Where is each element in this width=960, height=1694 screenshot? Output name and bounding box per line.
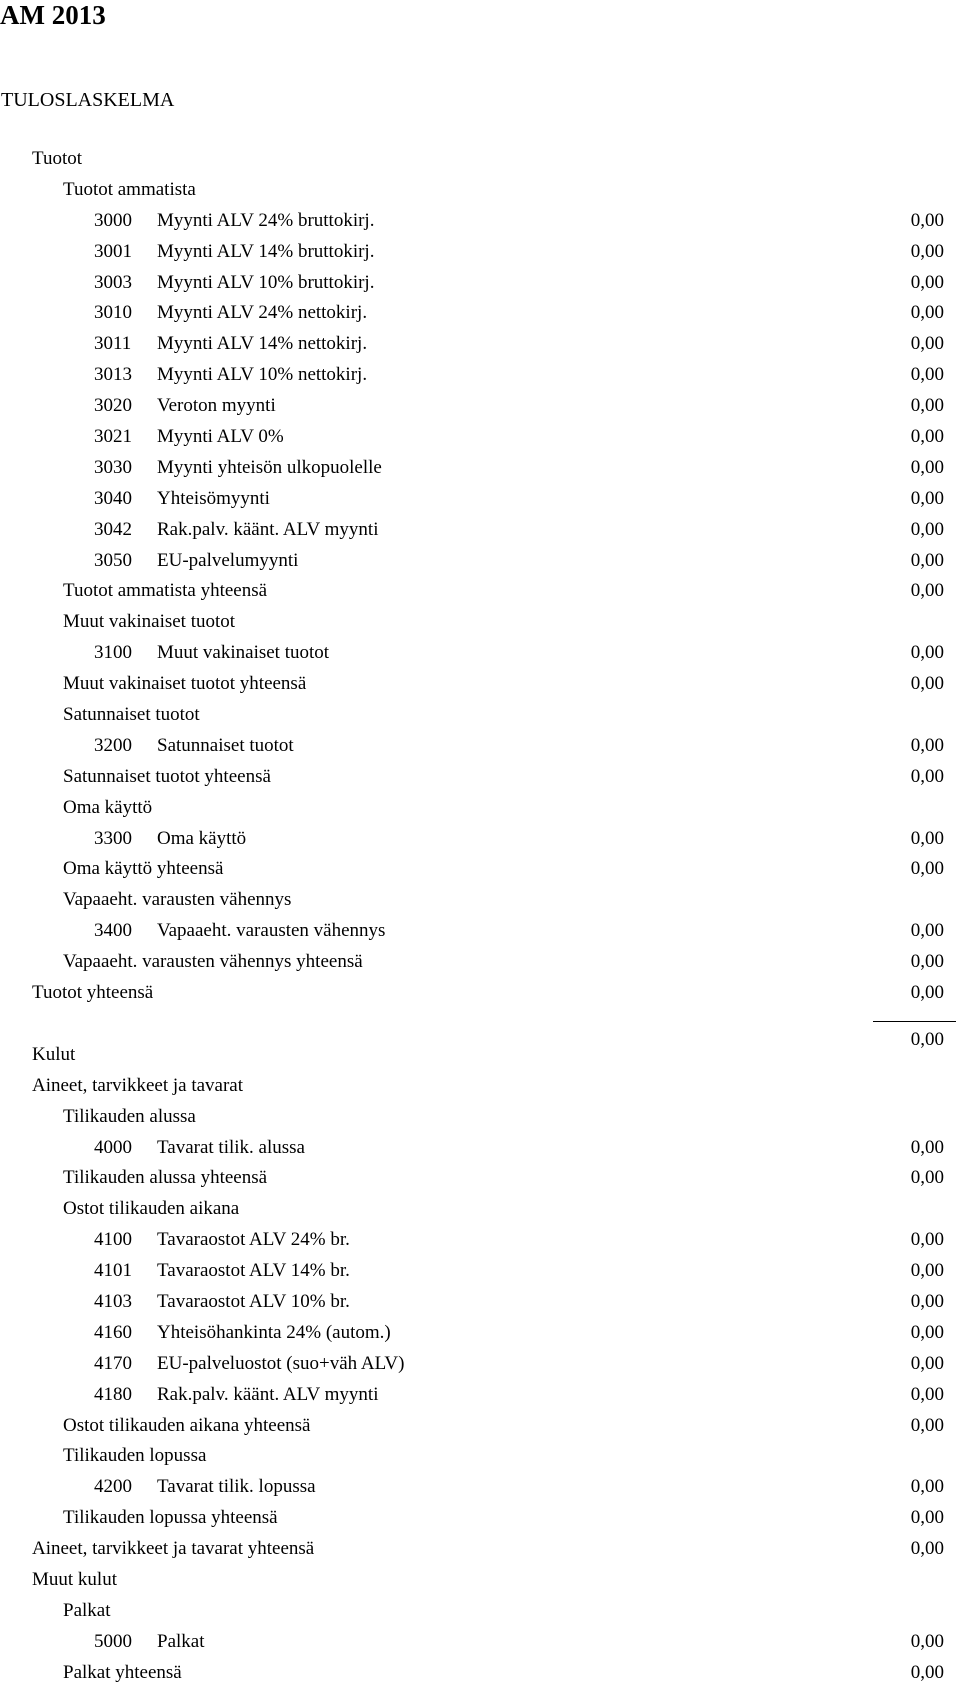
document-title: AM 2013 bbox=[0, 0, 106, 30]
account-name: Myynti ALV 14% nettokirj. bbox=[157, 333, 368, 355]
row-label bbox=[94, 916, 385, 947]
account-row bbox=[0, 1225, 960, 1256]
amount-value: 0,00 bbox=[910, 1321, 944, 1343]
account-row bbox=[0, 515, 960, 546]
row-label bbox=[94, 1287, 350, 1318]
account-name: Myynti yhteisön ulkopuolelle bbox=[157, 456, 382, 478]
amount-value: 0,00 bbox=[910, 1352, 944, 1374]
account-name: Rak.palv. käänt. ALV myynti bbox=[157, 518, 379, 540]
group-heading-row bbox=[0, 1102, 960, 1133]
row-label bbox=[94, 824, 246, 855]
row-label bbox=[94, 484, 270, 515]
row-label bbox=[63, 854, 223, 885]
row-label bbox=[32, 1040, 75, 1071]
group-heading-row bbox=[0, 175, 960, 206]
account-code: 3013 bbox=[94, 364, 132, 386]
account-code: 3001 bbox=[94, 240, 132, 262]
account-row bbox=[0, 916, 960, 947]
row-label bbox=[63, 607, 235, 638]
account-name: Yhteisömyynti bbox=[157, 487, 270, 509]
amount-value: 0,00 bbox=[910, 209, 944, 231]
amount-value: 0,00 bbox=[910, 1260, 944, 1282]
account-name: Muut vakinaiset tuotot bbox=[63, 611, 236, 633]
amount-value: 0,00 bbox=[910, 1136, 944, 1158]
account-row bbox=[0, 638, 960, 669]
account-row bbox=[0, 329, 960, 360]
account-code: 4170 bbox=[94, 1352, 132, 1374]
row-label bbox=[94, 298, 367, 329]
account-code: 4000 bbox=[94, 1136, 132, 1158]
account-row bbox=[0, 268, 960, 299]
account-name: Tuotot bbox=[32, 148, 82, 169]
row-label bbox=[63, 1411, 310, 1442]
row-label bbox=[32, 1071, 243, 1102]
account-name: Veroton myynti bbox=[157, 395, 276, 417]
group-heading-row bbox=[0, 1596, 960, 1627]
account-name: Oma käyttö bbox=[63, 796, 153, 818]
amount-value: 0,00 bbox=[910, 364, 944, 386]
row-label bbox=[63, 175, 196, 206]
amount-value: 0,00 bbox=[910, 765, 944, 787]
group-heading-row bbox=[0, 607, 960, 638]
subtotal-row bbox=[0, 1411, 960, 1442]
section-title: TULOSLASKELMA bbox=[1, 89, 175, 111]
account-code: 3020 bbox=[94, 395, 132, 417]
amount-value: 0,00 bbox=[910, 302, 944, 324]
account-name: Tilikauden lopussa yhteensä bbox=[63, 1507, 278, 1529]
account-row bbox=[0, 1349, 960, 1380]
row-label bbox=[94, 206, 374, 237]
amount-value: 0,00 bbox=[910, 982, 944, 1004]
account-name: Tuotot ammatista bbox=[63, 178, 196, 200]
account-name: Muut vakinaiset tuotot bbox=[157, 642, 330, 664]
amount-value: 0,00 bbox=[910, 673, 944, 695]
row-label bbox=[63, 1102, 196, 1133]
account-name: Satunnaiset tuotot bbox=[63, 704, 200, 726]
account-code: 4100 bbox=[94, 1229, 132, 1251]
account-row bbox=[0, 546, 960, 577]
account-code: 3010 bbox=[94, 302, 132, 324]
amount-value: 0,00 bbox=[910, 240, 944, 262]
account-row bbox=[0, 1627, 960, 1658]
row-label bbox=[63, 576, 267, 607]
row-label bbox=[94, 515, 378, 546]
subtotal-row bbox=[0, 1534, 960, 1565]
row-label bbox=[63, 947, 363, 978]
group-heading-row bbox=[0, 793, 960, 824]
total-divider-line bbox=[873, 1021, 956, 1022]
account-name: Muut vakinaiset tuotot yhteensä bbox=[63, 673, 307, 695]
row-label bbox=[63, 700, 200, 731]
amount-value: 0,00 bbox=[910, 951, 944, 973]
account-row bbox=[0, 237, 960, 268]
group-heading-row bbox=[0, 1565, 960, 1596]
group-heading-row bbox=[0, 885, 960, 916]
row-label bbox=[94, 453, 382, 484]
account-name: Myynti ALV 24% nettokirj. bbox=[157, 302, 368, 324]
subtotal-row bbox=[0, 1658, 960, 1689]
income-statement bbox=[0, 144, 960, 1689]
account-name: Tavaraostot ALV 24% br. bbox=[157, 1229, 350, 1251]
subtotal-row bbox=[0, 669, 960, 700]
account-code: 3042 bbox=[94, 518, 132, 540]
account-name: Ostot tilikauden aikana bbox=[63, 1198, 240, 1220]
row-label bbox=[94, 329, 367, 360]
account-row bbox=[0, 484, 960, 515]
group-heading-row bbox=[0, 700, 960, 731]
account-name: Vapaaeht. varausten vähennys bbox=[63, 889, 292, 911]
row-label bbox=[94, 237, 374, 268]
amount-value: 0,00 bbox=[910, 456, 944, 478]
account-name: Vapaaeht. varausten vähennys yhteensä bbox=[63, 951, 363, 973]
account-name: Aineet, tarvikkeet ja tavarat bbox=[32, 1074, 244, 1096]
amount-value: 0,00 bbox=[910, 642, 944, 664]
amount-value: 0,00 bbox=[910, 395, 944, 417]
account-code: 3030 bbox=[94, 456, 132, 478]
account-name: Myynti ALV 10% nettokirj. bbox=[157, 364, 368, 386]
row-label bbox=[32, 1565, 117, 1596]
row-label bbox=[63, 1194, 239, 1225]
account-row bbox=[0, 731, 960, 762]
account-name: Tilikauden alussa bbox=[63, 1105, 196, 1127]
row-label bbox=[94, 268, 374, 299]
account-name: Palkat yhteensä bbox=[63, 1661, 182, 1683]
account-row bbox=[0, 1472, 960, 1503]
row-label bbox=[94, 1627, 205, 1658]
amount-value: 0,00 bbox=[910, 1167, 944, 1189]
account-code: 3000 bbox=[94, 209, 132, 231]
row-label bbox=[94, 391, 276, 422]
account-name: Tavaraostot ALV 14% br. bbox=[157, 1260, 350, 1282]
amount-value: 0,00 bbox=[910, 487, 944, 509]
group-heading-row bbox=[0, 1194, 960, 1225]
amount-value: 0,00 bbox=[910, 580, 944, 602]
account-name: Vapaaeht. varausten vähennys bbox=[157, 920, 386, 942]
subtotal-row bbox=[0, 1163, 960, 1194]
account-name: EU-palveluostot (suo+väh ALV) bbox=[157, 1352, 405, 1374]
row-label bbox=[63, 669, 306, 700]
grand-total-value: 0,00 bbox=[910, 1028, 944, 1050]
row-label bbox=[32, 1534, 314, 1565]
amount-value: 0,00 bbox=[910, 1383, 944, 1405]
amount-value: 0,00 bbox=[910, 1538, 944, 1560]
account-code: 4101 bbox=[94, 1260, 132, 1282]
amount-value: 0,00 bbox=[910, 1507, 944, 1529]
group-heading-row bbox=[0, 1040, 960, 1071]
account-name: Ostot tilikauden aikana yhteensä bbox=[63, 1414, 311, 1436]
row-label bbox=[63, 1658, 182, 1689]
amount-value: 0,00 bbox=[910, 920, 944, 942]
subtotal-row bbox=[0, 1503, 960, 1534]
row-label bbox=[63, 1163, 267, 1194]
amount-value: 0,00 bbox=[910, 426, 944, 448]
row-label bbox=[94, 360, 367, 391]
amount-value: 0,00 bbox=[910, 333, 944, 355]
total-divider-row bbox=[0, 1009, 960, 1050]
row-label bbox=[63, 1441, 206, 1472]
account-name: Satunnaiset tuotot yhteensä bbox=[63, 765, 271, 787]
row-label bbox=[63, 1596, 111, 1627]
subtotal-row bbox=[0, 947, 960, 978]
account-name: Myynti ALV 0% bbox=[157, 426, 284, 448]
account-row bbox=[0, 1318, 960, 1349]
account-name: Tuotot ammatista yhteensä bbox=[63, 580, 268, 602]
account-name: Rak.palv. käänt. ALV myynti bbox=[157, 1383, 379, 1405]
row-label bbox=[94, 638, 329, 669]
row-label bbox=[94, 1256, 350, 1287]
row-label bbox=[94, 1472, 316, 1503]
row-label bbox=[63, 793, 152, 824]
account-name: Aineet, tarvikkeet ja tavarat yhteensä bbox=[32, 1538, 315, 1560]
amount-value: 0,00 bbox=[910, 827, 944, 849]
account-code: 5000 bbox=[94, 1630, 132, 1652]
account-code: 4180 bbox=[94, 1383, 132, 1405]
subtotal-row bbox=[0, 762, 960, 793]
row-label bbox=[94, 422, 284, 453]
row-label bbox=[63, 762, 271, 793]
account-code: 3200 bbox=[94, 734, 132, 756]
group-heading-row bbox=[0, 1441, 960, 1472]
account-name: Myynti ALV 24% bruttokirj. bbox=[157, 209, 375, 231]
account-row bbox=[0, 298, 960, 329]
row-label bbox=[94, 1133, 305, 1164]
group-heading-row bbox=[0, 1071, 960, 1102]
amount-value: 0,00 bbox=[910, 1290, 944, 1312]
amount-value: 0,00 bbox=[910, 858, 944, 880]
account-name: Muut kulut bbox=[32, 1568, 117, 1590]
account-name: Tavarat tilik. lopussa bbox=[157, 1476, 316, 1498]
row-label bbox=[94, 1380, 378, 1411]
amount-value: 0,00 bbox=[910, 1661, 944, 1683]
row-label bbox=[63, 885, 291, 916]
account-code: 3050 bbox=[94, 549, 132, 571]
account-name: Yhteisöhankinta 24% (autom.) bbox=[157, 1321, 391, 1343]
row-label bbox=[94, 1349, 404, 1380]
account-row bbox=[0, 391, 960, 422]
account-name: Tavaraostot ALV 10% br. bbox=[157, 1290, 350, 1312]
row-label bbox=[32, 144, 82, 175]
row-label bbox=[94, 1318, 391, 1349]
row-label bbox=[94, 1225, 350, 1256]
account-name: EU-palvelumyynti bbox=[157, 549, 299, 571]
account-name: Palkat bbox=[63, 1599, 111, 1621]
account-name: Kulut bbox=[32, 1043, 76, 1065]
subtotal-row bbox=[0, 576, 960, 607]
account-row bbox=[0, 360, 960, 391]
row-label bbox=[63, 1503, 278, 1534]
account-code: 4160 bbox=[94, 1321, 132, 1343]
row-label bbox=[94, 731, 294, 762]
account-row bbox=[0, 1133, 960, 1164]
account-name: Tilikauden alussa yhteensä bbox=[63, 1167, 268, 1189]
amount-value: 0,00 bbox=[910, 549, 944, 571]
account-code: 3100 bbox=[94, 642, 132, 664]
account-name: Tavarat tilik. alussa bbox=[157, 1136, 305, 1158]
account-name: Tilikauden lopussa bbox=[63, 1445, 207, 1467]
amount-value: 0,00 bbox=[910, 1414, 944, 1436]
amount-value: 0,00 bbox=[910, 518, 944, 540]
account-row bbox=[0, 1380, 960, 1411]
account-row bbox=[0, 453, 960, 484]
account-name: Tuotot yhteensä bbox=[32, 982, 154, 1004]
account-code: 3300 bbox=[94, 827, 132, 849]
amount-value: 0,00 bbox=[910, 734, 944, 756]
account-code: 3040 bbox=[94, 487, 132, 509]
account-name: Myynti ALV 14% bruttokirj. bbox=[157, 240, 375, 262]
account-name: Myynti ALV 10% bruttokirj. bbox=[157, 271, 375, 293]
account-name: Oma käyttö bbox=[157, 827, 247, 849]
account-code: 3003 bbox=[94, 271, 132, 293]
account-code: 4103 bbox=[94, 1290, 132, 1312]
account-name: Palkat bbox=[157, 1630, 205, 1652]
account-row bbox=[0, 824, 960, 855]
account-row bbox=[0, 1256, 960, 1287]
account-name: Satunnaiset tuotot bbox=[157, 734, 294, 756]
row-label bbox=[32, 978, 153, 1009]
amount-value: 0,00 bbox=[910, 271, 944, 293]
group-heading-row bbox=[0, 144, 960, 175]
subtotal-row bbox=[0, 854, 960, 885]
account-code: 3011 bbox=[94, 333, 132, 355]
row-label bbox=[94, 546, 298, 577]
account-name: Oma käyttö yhteensä bbox=[63, 858, 224, 880]
amount-value: 0,00 bbox=[910, 1476, 944, 1498]
subtotal-row bbox=[0, 978, 960, 1009]
account-code: 3400 bbox=[94, 920, 132, 942]
amount-value: 0,00 bbox=[910, 1229, 944, 1251]
account-row bbox=[0, 422, 960, 453]
amount-value: 0,00 bbox=[910, 1630, 944, 1652]
account-code: 3021 bbox=[94, 426, 132, 448]
account-code: 4200 bbox=[94, 1476, 132, 1498]
account-row bbox=[0, 1287, 960, 1318]
account-row bbox=[0, 206, 960, 237]
